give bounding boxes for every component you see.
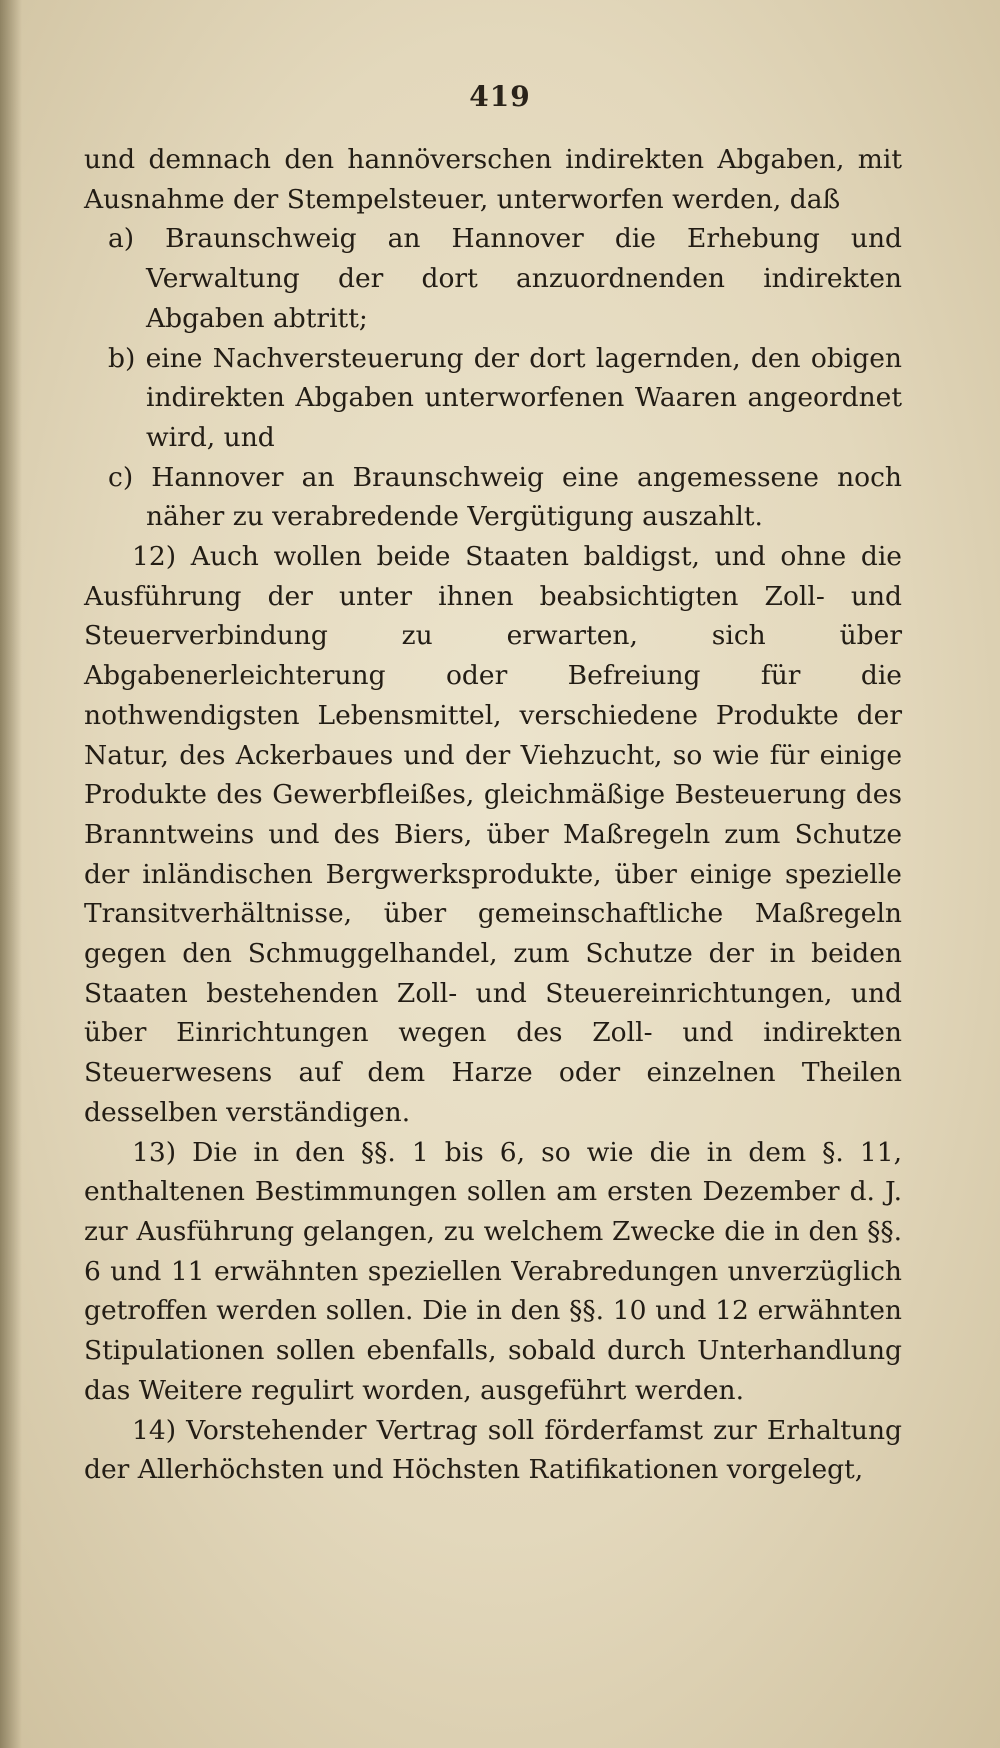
list-item-b: b) eine Nachversteuerung der dort lagernden, den obigen indirekten Abgaben unterworfenen Waaren angeordnet wird, und: [108, 342, 902, 453]
list-item-c: c) Hannover an Braunschweig eine angemessene noch näher zu verabredende Vergütigung auszahlt.: [108, 461, 902, 533]
paragraph-14: 14) Vorstehender Vertrag soll förderfamst zur Erhaltung der Allerhöchsten und Höchsten Ratifikationen vorgelegt,: [84, 1414, 902, 1486]
list-item-a: a) Braunschweig an Hannover die Erhebung und Verwaltung der dort anzuordnenden indirekten Abgaben abtritt;: [108, 223, 902, 334]
page-number: 419: [469, 80, 531, 113]
paragraph-intro: und demnach den hannöverschen indirekten Abgaben, mit Ausnahme der Stempelsteuer, unterworfen werden, daß: [84, 144, 902, 215]
paragraph-12: 12) Auch wollen beide Staaten baldigst, und ohne die Ausführung der unter ihnen beabsichtigten Zoll- und Steuerverbindung zu erwarten, sich über Abgabenerleichterung oder Befreiung für die nothwendigsten Lebensmittel, verschiedene Produkte der Natur, des Ackerbaues und der Viehzucht, so wie für einige Produkte des Gewerbfleißes, gleichmäßige Besteuerung des Branntweins und des Biers, über Maßregeln zum Schutze der inländischen Bergwerksprodukte, über einige spezielle Transitverhältnisse, über gemeinschaftliche Maßregeln gegen den Schmuggelhandel, zum Schutze der in beiden Staaten bestehenden Zoll- und Steuereinrichtungen, und über Einrichtungen wegen des Zoll- und indirekten Steuerwesens auf dem Harze oder einzelnen Theilen desselben verständigen.: [84, 541, 902, 1128]
body-text: [84, 140, 902, 1490]
paragraph-13: 13) Die in den §§. 1 bis 6, so wie die in dem §. 11, enthaltenen Bestimmungen sollen am ersten Dezember d. J. zur Ausführung gelangen, zu welchem Zwecke die in den §§. 6 und 11 erwähnten speziellen Verabredungen unverzüglich getroffen werden sollen. Die in den §§. 10 und 12 erwähnten Stipulationen sollen ebenfalls, sobald durch Unterhandlung das Weitere regulirt worden, ausgeführt werden.: [84, 1136, 902, 1406]
